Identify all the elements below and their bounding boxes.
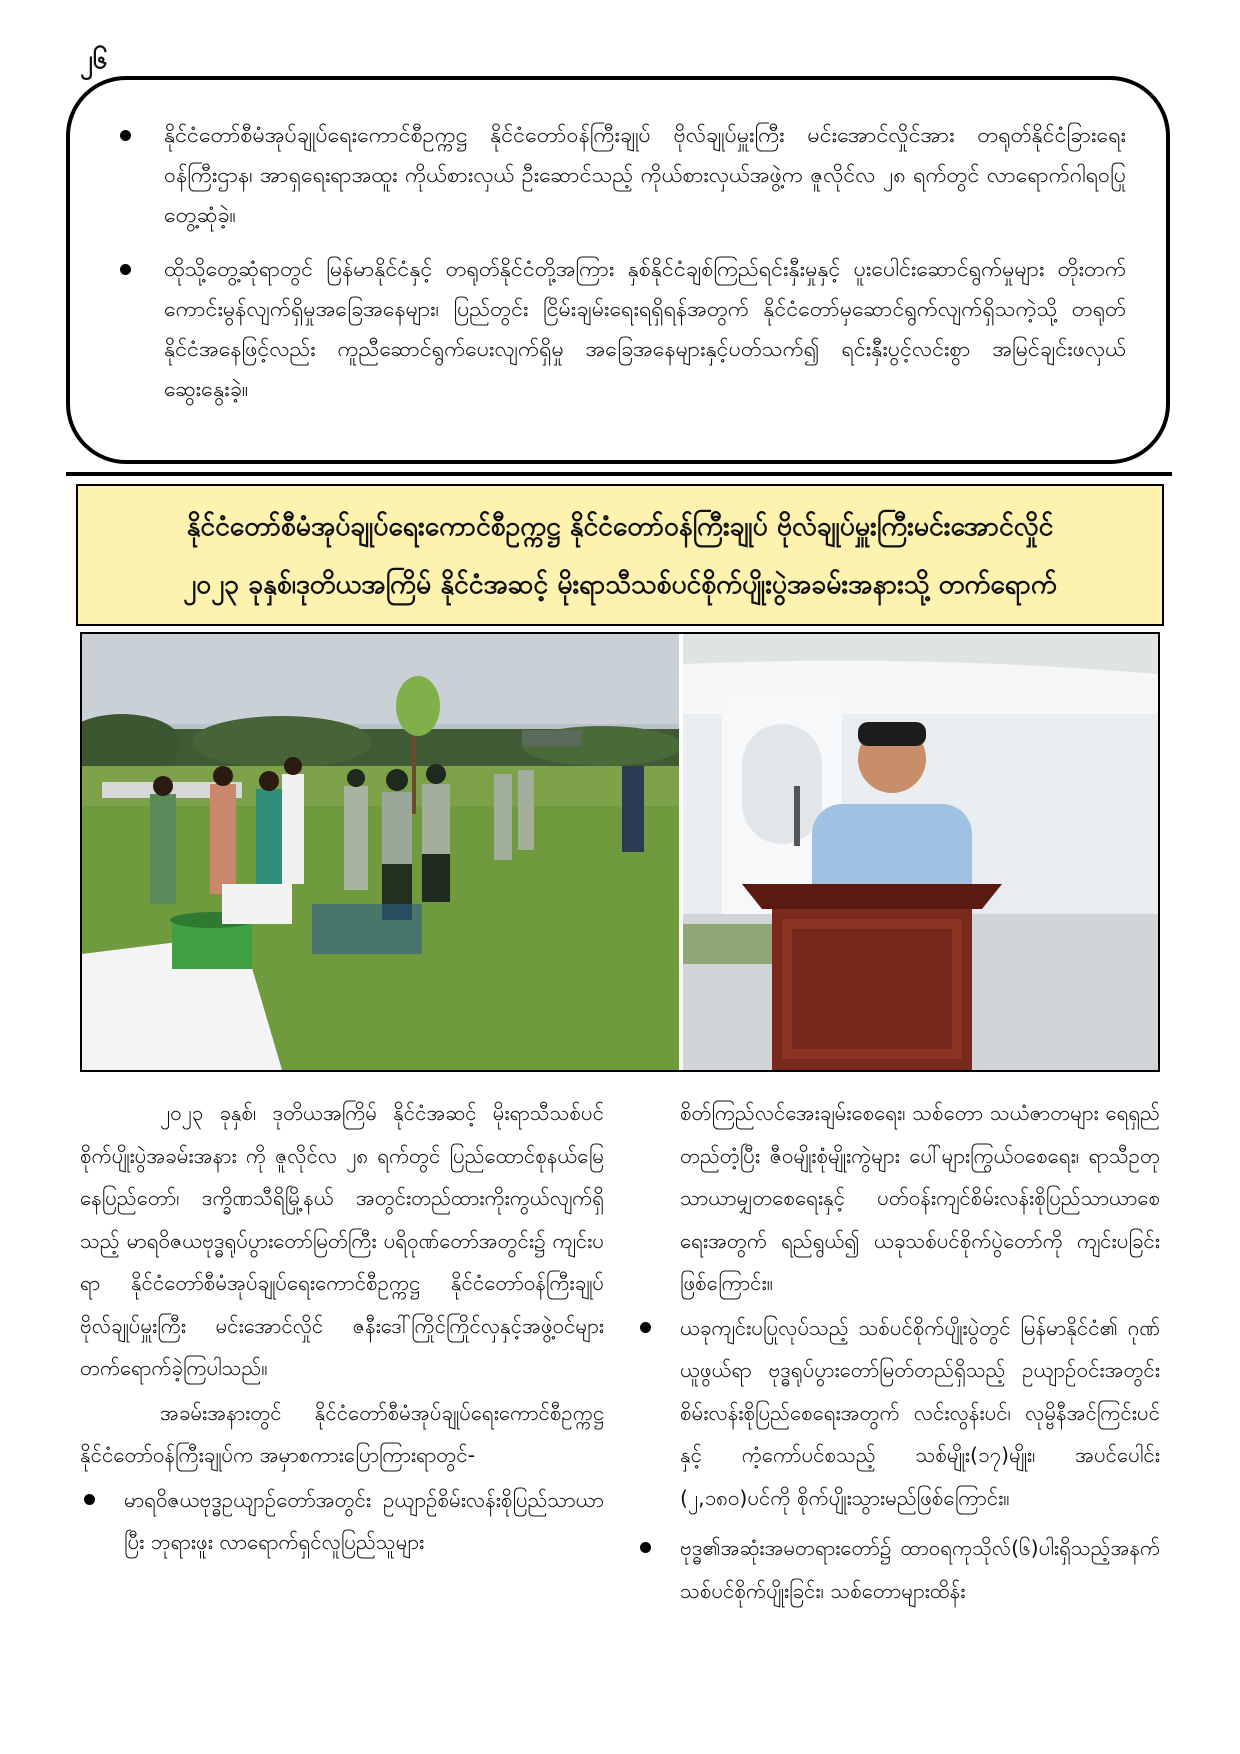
tree-planting-photo: [82, 634, 682, 1070]
article-bullet-text: ဗုဒ္ဓ၏အဆုံးအမတရားတော်၌ ထာဝရကုသိုလ်(၆)ပါးရှိသည့်အနက် သစ်ပင်စိုက်ပျိုးခြင်း၊ သစ်တောများထိန်း: [680, 1536, 1160, 1603]
article-bullet: [636, 1307, 1160, 1520]
summary-bullet-text: နိုင်ငံတော်စီမံအုပ်ချုပ်ရေးကောင်စီဥက္ကဋ္ဌ နိုင်ငံတော်ဝန်ကြီးချုပ် ဗိုလ်ချုပ်မှူးကြီး မင်းအောင်လှိုင်အား တရုတ်နိုင်ငံခြားရေးဝန်ကြီးဌာန၊ အာရှရေးရာအထူး ကိုယ်စားလှယ် ဦးဆောင်သည့် ကိုယ်စားလှယ်အဖွဲ့က ဇူလိုင်လ ၂၈ ရက်တွင် လာရောက်ဂါရဝပြု တွေ့ဆုံခဲ့။: [164, 123, 1126, 228]
photo-frame: [80, 632, 1160, 1072]
article-column-right: [636, 1092, 1160, 1620]
article-bullet: [636, 1527, 1160, 1612]
article-paragraph: အခမ်းအနားတွင် နိုင်ငံတော်စီမံအုပ်ချုပ်ရေးကောင်စီဥက္ကဋ္ဌ နိုင်ငံတော်ဝန်ကြီးချုပ်က အမှာစကားပြောကြားရာတွင်-: [80, 1400, 604, 1467]
news-summary-box: [66, 76, 1170, 464]
article-bullet: [80, 1479, 604, 1564]
summary-bullet: [110, 116, 1126, 236]
page-number: ၂၆: [80, 45, 108, 75]
article-column-left: [80, 1092, 604, 1572]
bullet-icon: [640, 1542, 651, 1553]
bullet-icon: [120, 264, 131, 275]
summary-bullet-text: ထိုသို့တွေ့ဆုံရာတွင် မြန်မာနိုင်ငံနှင့် တရုတ်နိုင်ငံတို့အကြား နှစ်နိုင်ငံချစ်ကြည်ရင်းနှီးမှုနှင့် ပူးပေါင်းဆောင်ရွက်မှုများ တိုးတက်ကောင်းမွန်လျက်ရှိမှုအခြေအနေများ၊ ပြည်တွင်း ငြိမ်းချမ်းရေးရရှိရန်အတွက် နိုင်ငံတော်မှဆောင်ရွက်လျက်ရှိသကဲ့သို့ တရုတ်နိုင်ငံအနေဖြင့်လည်း ကူညီဆောင်ရွက်ပေးလျက်ရှိမှု အခြေအနေများနှင့်ပတ်သက်၍ ရင်းနှီးပွင့်လင်းစွာ အမြင်ချင်းဖလှယ် ဆွေးနွေးခဲ့။: [164, 257, 1126, 402]
article-bullet-text: မာရဝိဇယဗုဒ္ဓဥယျာဉ်တော်အတွင်း ဥယျာဉ်စိမ်းလန်းစိုပြည်သာယာပြီး ဘုရားဖူး လာရောက်ရှင်လူပြည်သူများ: [124, 1487, 604, 1554]
article-bullet-text: ယခုကျင်းပပြုလုပ်သည့် သစ်ပင်စိုက်ပျိုးပွဲတွင် မြန်မာနိုင်ငံ၏ ဂုဏ်ယူဖွယ်ရာ ဗုဒ္ဓရုပ်ပွားတော်မြတ်တည်ရှိသည့် ဥယျာဉ်ဝင်းအတွင်း စိမ်းလန်းစိုပြည်စေရေးအတွက် လင်းလွန်းပင်၊ လုမ္ဗိနီအင်ကြင်းပင်နှင့် ကံ့ကော်ပင်စသည့် သစ်မျိုး(၁၇)မျိုး၊ အပင်ပေါင်း (၂,၁၈၀)ပင်ကို စိုက်ပျိုးသွားမည်ဖြစ်ကြောင်း။: [680, 1315, 1160, 1510]
summary-bullet: [110, 250, 1126, 410]
article-paragraph: စိတ်ကြည်လင်အေးချမ်းစေရေး၊ သစ်တော သယံဇာတများ ရေရှည်တည်တံ့ပြီး ဇီဝမျိုးစုံမျိုးကွဲများ ပေါ်များကြွယ်ဝစေရေး၊ ရာသီဥတုသာယာမျှတစေရေးနှင့် ပတ်ဝန်းကျင်စိမ်းလန်းစိုပြည်သာယာစေရေးအတွက် ရည်ရွယ်၍ ယခုသစ်ပင်စိုက်ပွဲတော်ကို ကျင်းပခြင်းဖြစ်ကြောင်း။: [680, 1101, 1160, 1295]
section-divider: [66, 472, 1172, 476]
article-paragraph: ၂၀၂၃ ခုနှစ်၊ ဒုတိယအကြိမ် နိုင်ငံအဆင့် မိုးရာသီသစ်ပင်စိုက်ပျိုးပွဲအခမ်းအနား ကို ဇူလိုင်လ ၂၈ ရက်တွင် ပြည်ထောင်စုနယ်မြေ နေပြည်တော်၊ ဒက္ခိဏသီရိမြို့နယ် အတွင်းတည်ထားကိုးကွယ်လျက်ရှိသည့် မာရဝိဇယဗုဒ္ဓရုပ်ပွားတော်မြတ်ကြီး ပရိဝုဏ်တော်အတွင်း၌ ကျင်းပရာ နိုင်ငံတော်စီမံအုပ်ချုပ်ရေးကောင်စီဥက္ကဋ္ဌ နိုင်ငံတော်ဝန်ကြီးချုပ် ဗိုလ်ချုပ်မှူးကြီး မင်းအောင်လှိုင် ဇနီးဒေါ်ကြိုင်ကြိုင်လှနှင့်အဖွဲ့ဝင်များ တက်ရောက်ခဲ့ကြပါသည်။: [80, 1101, 604, 1380]
headline-box: [76, 484, 1164, 626]
event-photos: [82, 634, 1158, 1070]
headline-line-2: ၂၀၂၃ ခုနှစ်၊ဒုတိယအကြိမ် နိုင်ငံအဆင့် မိုးရာသီသစ်ပင်စိုက်ပျိုးပွဲအခမ်းအနားသို့ တက်ရောက်: [183, 569, 1057, 600]
headline-line-1: နိုင်ငံတော်စီမံအုပ်ချုပ်ရေးကောင်စီဥက္ကဋ္ဌ နိုင်ငံတော်ဝန်ကြီးချုပ် ဗိုလ်ချုပ်မှူးကြီးမင်းအောင်လှိုင်: [186, 511, 1054, 542]
bullet-icon: [84, 1494, 95, 1505]
bullet-icon: [640, 1322, 651, 1333]
speech-photo: [683, 634, 1158, 1070]
bullet-icon: [120, 130, 131, 141]
